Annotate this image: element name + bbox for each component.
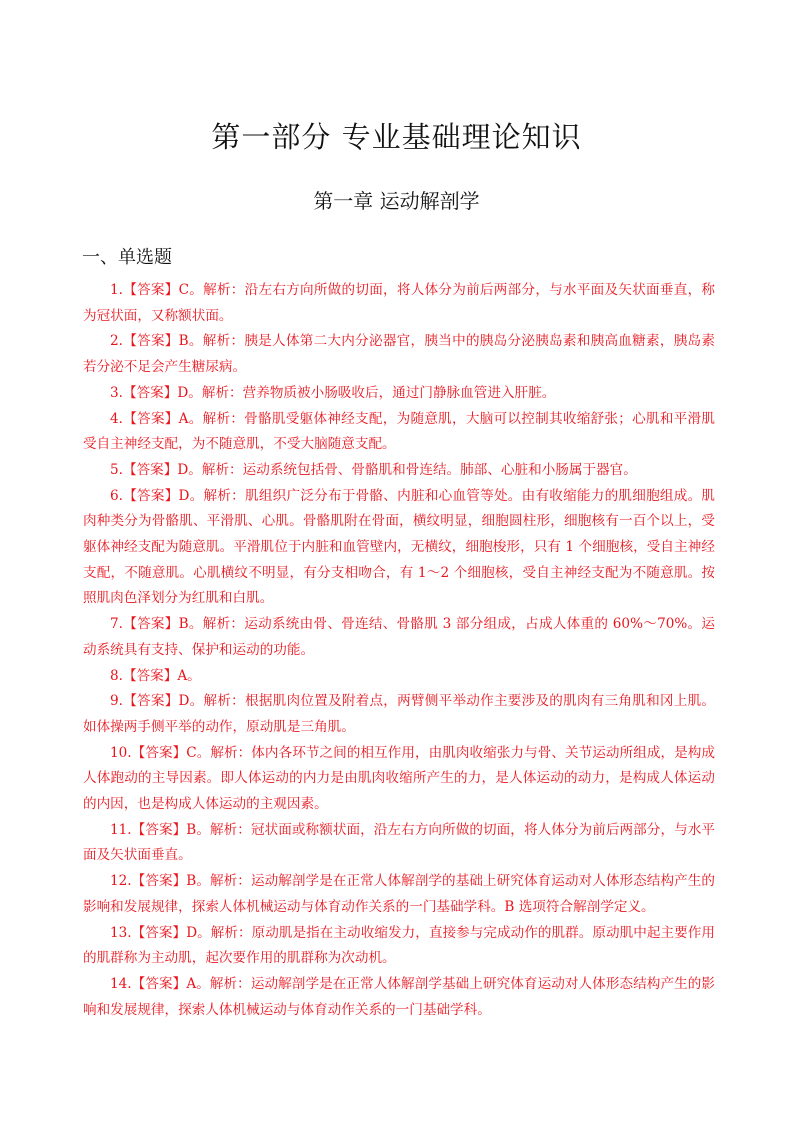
item-number: 8. xyxy=(110,667,123,684)
explanation: 解析：运动系统由骨、骨连结、骨骼肌 3 部分组成，占成人体重的 60%～70%。运动系统具有支持、保护和运动的功能。 xyxy=(83,616,715,658)
explanation: 解析：原动肌是指在主动收缩发力，直接参与完成动作的肌群。原动肌中起主要作用的肌群称为主动肌，起次要作用的肌群称为次动机。 xyxy=(83,924,716,967)
chapter-title: 第一章 运动解剖学 xyxy=(313,189,480,213)
answer-label: 【答案】 xyxy=(122,461,178,478)
answer-item xyxy=(83,818,715,869)
answer-item xyxy=(83,869,715,920)
answer-value: C。 xyxy=(186,744,211,761)
item-number: 10. xyxy=(110,744,132,761)
answer-label: 【答案】 xyxy=(122,333,179,350)
explanation: 解析：运动解剖学是在正常人体解剖学基础上研究体育运动对人体形态结构产生的影响和发展规律，探索人体机械运动与体育动作关系的一门基础学科。 xyxy=(83,975,716,1018)
answer-value: D。 xyxy=(178,693,204,710)
explanation: 解析：运动解剖学是在正常人体解剖学的基础上研究体育运动对人体形态结构产生的影响和发展规律，探索人体机械运动与体育动作关系的一门基础学科。B 选项符合解剖学定义。 xyxy=(83,873,716,915)
answer-item xyxy=(83,278,715,329)
answer-value: B。 xyxy=(186,821,210,838)
answer-label: 【答案】 xyxy=(122,282,179,298)
answer-label: 【答案】 xyxy=(122,410,179,427)
answer-item xyxy=(83,972,715,1023)
answer-value: B。 xyxy=(178,333,203,350)
answer-label: 【答案】 xyxy=(122,616,179,633)
answer-label: 【答案】 xyxy=(122,693,179,710)
answer-value: B。 xyxy=(186,873,210,890)
item-number: 3. xyxy=(110,384,123,401)
answer-value: D。 xyxy=(177,461,202,478)
answer-item xyxy=(83,921,715,972)
item-number: 1. xyxy=(110,282,123,298)
part-title: 第一部分 专业基础理论知识 xyxy=(211,120,582,154)
item-number: 2. xyxy=(110,333,123,350)
answer-item xyxy=(83,458,715,484)
answer-value: A。 xyxy=(186,975,210,992)
explanation: 解析：营养物质被小肠吸收后，通过门静脉血管进入肝脏。 xyxy=(201,384,556,401)
answer-item xyxy=(83,612,715,663)
answer-item xyxy=(83,329,715,380)
answer-value: C。 xyxy=(178,282,204,298)
explanation: 解析：沿左右方向所做的切面，将人体分为前后两部分，与水平面及矢状面垂直，称为冠状面，又称额状面。 xyxy=(83,282,716,324)
item-number: 12. xyxy=(110,873,132,890)
answer-item xyxy=(83,381,715,407)
item-number: 14. xyxy=(110,975,132,992)
answer-label: 【答案】 xyxy=(131,975,187,992)
answer-label: 【答案】 xyxy=(131,924,187,941)
answer-label: 【答案】 xyxy=(131,744,187,761)
explanation: 解析：冠状面或称额状面，沿左右方向所做的切面，将人体分为前后两部分，与水平面及矢状面垂直。 xyxy=(83,821,716,864)
answer-label: 【答案】 xyxy=(122,667,178,684)
answer-item xyxy=(83,689,715,740)
item-number: 13. xyxy=(110,924,132,941)
item-number: 6. xyxy=(110,487,123,504)
answer-item xyxy=(83,741,715,818)
answer-value: D。 xyxy=(186,924,211,941)
answer-label: 【答案】 xyxy=(122,384,178,401)
answer-label: 【答案】 xyxy=(131,873,187,890)
answer-list xyxy=(83,278,715,1023)
answer-label: 【答案】 xyxy=(131,821,187,838)
item-number: 4. xyxy=(110,410,123,427)
explanation: 解析：骨骼肌受躯体神经支配，为随意肌，大脑可以控制其收缩舒张；心肌和平滑肌受自主神经支配，为不随意肌，不受大脑随意支配。 xyxy=(83,410,715,453)
item-number: 11. xyxy=(110,821,132,838)
answer-item xyxy=(83,484,715,613)
explanation: 解析：肌组织广泛分布于骨骼、内脏和心血管等处。由有收缩能力的肌细胞组成。肌肉种类分为骨骼肌、平滑肌、心肌。骨骼肌附在骨面，横纹明显，细胞圆柱形，细胞核有一百个以上，受躯体神经支配为随意肌。平滑肌位于内脏和血管壁内，无横纹，细胞梭形，只有 1 个细胞核，受自主神经支配，不随意肌。心肌横纹不明显，有分支相吻合，有 1～2 个细胞核，受自主神经支配为不随意肌。按照肌肉色泽划分为红肌和白肌。 xyxy=(83,487,715,607)
item-number: 5. xyxy=(110,461,123,478)
answer-item xyxy=(83,407,715,458)
section-title: 一、单选题 xyxy=(82,247,172,268)
answer-value: A。 xyxy=(178,410,203,427)
explanation: 解析：根据肌肉位置及附着点，两臂侧平举动作主要涉及的肌肉有三角肌和冈上肌。如体操两手侧平举的动作，原动肌是三角肌。 xyxy=(83,693,715,735)
answer-value: D。 xyxy=(177,384,202,401)
answer-value: D。 xyxy=(178,487,204,504)
explanation: 解析：胰是人体第二大内分泌器官，胰当中的胰岛分泌胰岛素和胰高血糖素，胰岛素若分泌不足会产生糖尿病。 xyxy=(83,333,716,376)
answer-label: 【答案】 xyxy=(122,487,179,504)
answer-value: A。 xyxy=(177,667,201,684)
explanation: 解析：运动系统包括骨、骨骼肌和骨连结。肺部、心脏和小肠属于器官。 xyxy=(201,461,637,478)
explanation: 解析：体内各环节之间的相互作用，由肌肉收缩张力与骨、关节运动所组成，是构成人体跑动的主导因素。即人体运动的内力是由肌肉收缩所产生的力，是人体运动的动力，是构成人体运动的内因，也是构成人体运动的主观因素。 xyxy=(83,744,716,813)
item-number: 7. xyxy=(110,616,123,633)
item-number: 9. xyxy=(110,693,123,710)
answer-item xyxy=(83,664,715,690)
answer-value: B。 xyxy=(178,616,203,633)
